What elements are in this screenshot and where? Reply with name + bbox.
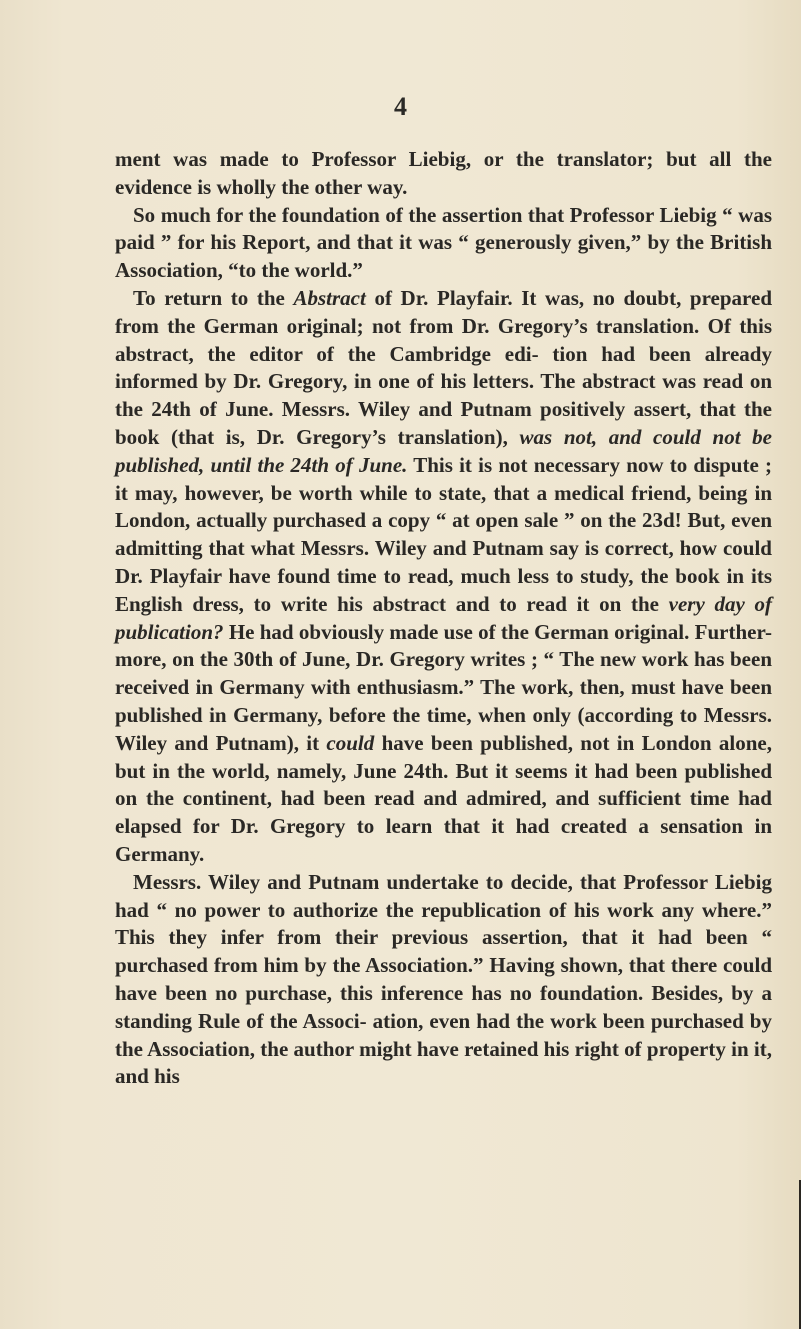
italic-text: could <box>326 730 375 755</box>
italic-text: very day of publication? <box>115 591 772 644</box>
text-run: Messrs. Wiley and Putnam undertake to decide, that Professor Liebig had “ no power to authorize the republication of his work any where.” This they infer from their previous assertion, that it had been “ purchased from him by the Association.” Having shown, that there could have been no purchase, this inference has no foundation. Besides, by a standing Rule of the Associ- ation, even had the work been purchased by the Association, the author might have retained his right of property in it, and his <box>115 869 772 1089</box>
paragraph <box>115 869 772 1091</box>
body-text <box>115 146 772 1091</box>
text-run: To return to the <box>133 285 294 310</box>
text-run: So much for the foundation of the assertion that Professor Liebig “ was paid ” for his Report, and that it was “ generously given,” by the British Association, “to the world.” <box>115 202 772 283</box>
italic-text: Abstract <box>293 285 366 310</box>
text-run: of Dr. Playfair. It was, no doubt, prepared from the German original; not from Dr. Gregory’s translation. Of this abstract, the editor of the Cambridge edi- tion had been already informed by Dr. Gregory, in one of his letters. The abstract was read on the 24th of June. Messrs. Wiley and Putnam positively assert, that the book (that is, Dr. Gregory’s translation), <box>115 285 772 449</box>
italic-text: was not, and could not be published, until the 24th of June. <box>115 424 773 477</box>
paragraph <box>115 146 772 202</box>
text-run: He had obviously made use of the German original. Further- more, on the 30th of June, Dr. Gregory writes ; “ The new work has been received in Germany with enthusiasm.” The work, then, must have been published in Germany, before the time, when only (according to Messrs. Wiley and Putnam), it <box>115 619 772 755</box>
text-run: This it is not necessary now to dispute ; it may, however, be worth while to state, that a medical friend, being in London, actually purchased a copy “ at open sale ” on the 23d! But, even admitting that what Messrs. Wiley and Putnam say is correct, how could Dr. Playfair have found time to read, much less to study, the book in its English dress, to write his abstract and to read it on the <box>115 452 772 616</box>
text-run: have been published, not in London alone, but in the world, namely, June 24th. But it seems it had been published on the continent, had been read and admired, and sufficient time had elapsed for Dr. Gregory to learn that it had created a sensation in Germany. <box>115 730 772 866</box>
page-number: 4 <box>394 92 407 121</box>
paragraph <box>115 285 772 869</box>
text-run: ment was made to Professor Liebig, or the translator; but all the evidence is wholly the other way. <box>115 147 772 199</box>
paragraph <box>115 202 772 285</box>
